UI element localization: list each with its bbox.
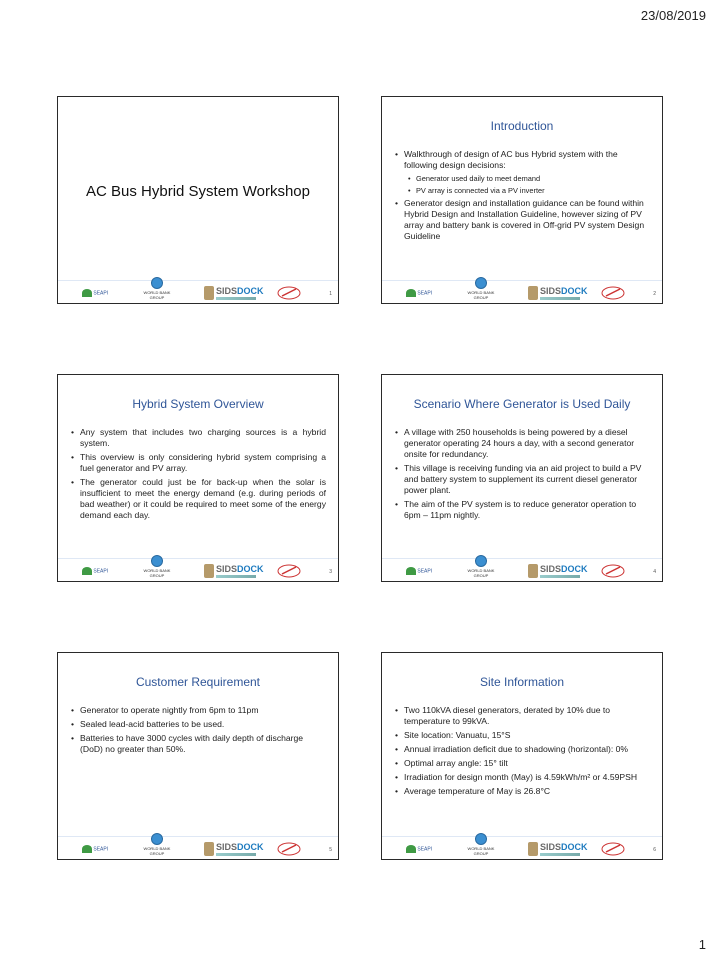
slide-number: 5 [329,847,332,853]
bullet-item: • A village with 250 households is being powered by a diesel generator operating 24 hours a day, with a second generator onsite for redundancy. [394,427,650,460]
bullet-item: • Sealed lead-acid batteries to be used. [70,719,326,730]
energy-logo-icon [600,286,626,300]
slide-title: Site Information [479,675,565,689]
slide-title: Scenario Where Generator is Used Daily [413,397,631,411]
world-bank-logo: WORLD BANK GROUP [142,277,172,300]
bullet-item: • Site location: Vanuatu, 15°S [394,730,650,741]
bullet-list [394,149,650,245]
world-bank-logo: WORLD BANK GROUP [142,833,172,856]
bullet-list [394,427,650,524]
energy-logo-icon [276,564,302,578]
slide-footer [382,836,662,859]
energy-logo-icon [600,564,626,578]
slide-footer [58,836,338,859]
slide-number: 1 [329,291,332,297]
slide-3 [57,374,339,582]
seaip-logo: SEAPI [82,289,108,297]
slide-title: Introduction [490,119,554,133]
bullet-item: • The generator could just be for back-up when the solar is insufficient to meet the energy demand (e.g. during periods of bad weather) or it could be required to meet some of the energy demand each day. [70,477,326,521]
bullet-item: • Generator design and installation guidance can be found within Hybrid Design and Installation Guideline, however sizing of PV array and battery bank is covered in Off-grid PV system Design Guideline [394,198,650,242]
sids-dock-logo: SIDSDOCK [528,286,588,300]
seaip-logo: SEAPI [82,567,108,575]
bullet-item: • This village is receiving funding via an aid project to build a PV and battery system to supplement its current diesel generator power plant. [394,463,650,496]
energy-logo-icon [276,286,302,300]
slide-5 [57,652,339,860]
slide-footer [382,558,662,581]
bullet-list [394,705,650,800]
bullet-item: • Generator to operate nightly from 6pm to 11pm [70,705,326,716]
slide-title: AC Bus Hybrid System Workshop [86,183,310,200]
bullet-item: • Batteries to have 3000 cycles with daily depth of discharge (DoD) no greater than 50%. [70,733,326,755]
seaip-logo: SEAPI [406,567,432,575]
slide-footer [58,280,338,303]
bullet-item: • Any system that includes two charging sources is a hybrid system. [70,427,326,449]
seaip-logo: SEAPI [82,845,108,853]
bullet-item: • This overview is only considering hybrid system comprising a fuel generator and PV array. [70,452,326,474]
sids-dock-logo: SIDSDOCK [528,842,588,856]
slide-footer [58,558,338,581]
slide-2 [381,96,663,304]
bullet-item: • Average temperature of May is 26.8°C [394,786,650,797]
slide-number: 4 [653,569,656,575]
header-date: 23/08/2019 [640,8,706,23]
sids-dock-logo: SIDSDOCK [528,564,588,578]
slide-4 [381,374,663,582]
bullet-list [70,427,326,524]
sids-dock-logo: SIDSDOCK [204,564,264,578]
seaip-logo: SEAPI [406,845,432,853]
page-number: 1 [698,937,706,952]
bullet-item: • Irradiation for design month (May) is 4.59kWh/m² or 4.59PSH [394,772,650,783]
world-bank-logo: WORLD BANK GROUP [466,555,496,578]
sids-dock-logo: SIDSDOCK [204,842,264,856]
energy-logo-icon [600,842,626,856]
slide-1 [57,96,339,304]
slide-title: Hybrid System Overview [132,397,264,411]
bullet-item: • Optimal array angle: 15° tilt [394,758,650,769]
sub-bullet-item: • PV array is connected via a PV inverter [394,186,650,196]
bullet-item: • Walkthrough of design of AC bus Hybrid system with the following design decisions: [394,149,650,171]
seaip-logo: SEAPI [406,289,432,297]
world-bank-logo: WORLD BANK GROUP [466,833,496,856]
bullet-item: • Two 110kVA diesel generators, derated by 10% due to temperature to 99kVA. [394,705,650,727]
sids-dock-logo: SIDSDOCK [204,286,264,300]
world-bank-logo: WORLD BANK GROUP [466,277,496,300]
world-bank-logo: WORLD BANK GROUP [142,555,172,578]
slide-6 [381,652,663,860]
bullet-item: • The aim of the PV system is to reduce generator operation to 6pm – 11pm nightly. [394,499,650,521]
bullet-list [70,705,326,758]
slide-number: 3 [329,569,332,575]
slide-number: 6 [653,847,656,853]
bullet-item: • Annual irradiation deficit due to shadowing (horizontal): 0% [394,744,650,755]
energy-logo-icon [276,842,302,856]
slide-number: 2 [653,291,656,297]
sub-bullet-item: • Generator used daily to meet demand [394,174,650,184]
slide-footer [382,280,662,303]
slide-title: Customer Requirement [135,675,261,689]
